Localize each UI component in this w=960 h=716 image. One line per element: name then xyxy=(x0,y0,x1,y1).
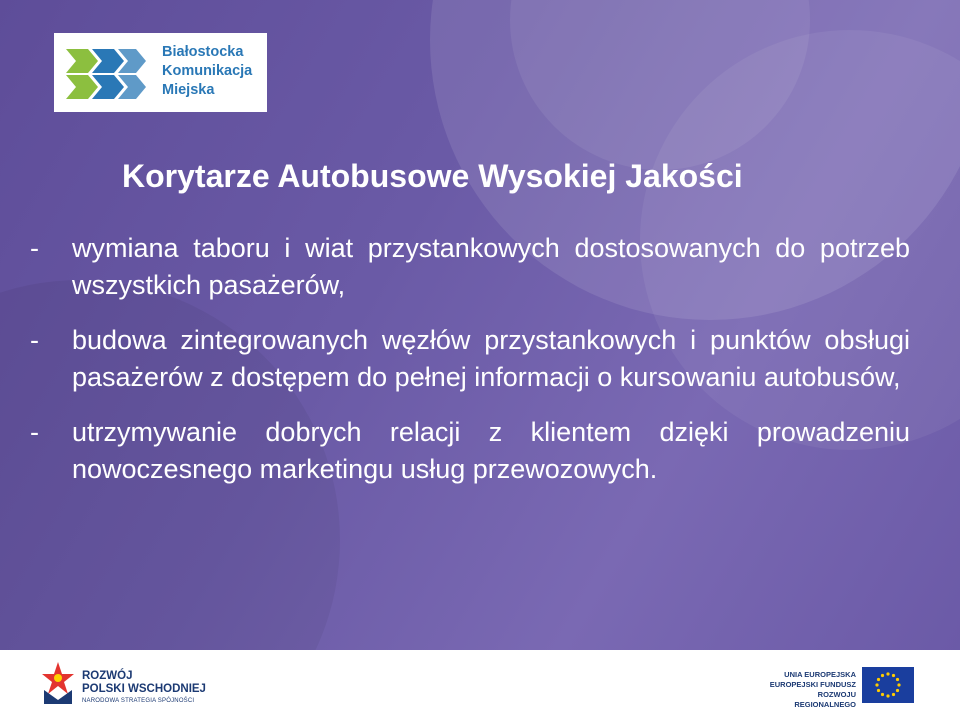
bkm-logo-line1: Białostocka xyxy=(162,44,244,60)
bullet-dash: - xyxy=(30,233,39,263)
bullet-item xyxy=(30,322,910,396)
eu-line3: ROZWOJU REGIONALNEGO xyxy=(794,690,856,709)
bullet-dash: - xyxy=(30,417,39,447)
eu-flag-icon xyxy=(862,667,914,703)
bullet-list xyxy=(30,230,910,506)
bkm-logo-line3: Miejska xyxy=(162,82,215,98)
bkm-logo-text xyxy=(162,43,252,100)
eu-line1: UNIA EUROPEJSKA xyxy=(784,670,856,679)
bullet-dash: - xyxy=(30,325,39,355)
eu-stars-icon xyxy=(862,667,914,703)
bullet-text: budowa zintegrowanych węzłów przystankowych i punktów obsługi pasażerów z dostępem do pełnej informacji o kursowaniu autobusów, xyxy=(72,325,910,392)
rpw-logo-text xyxy=(82,670,206,696)
rpw-logo-icon xyxy=(40,660,76,706)
bkm-logo-icon xyxy=(62,43,154,103)
footer-logos xyxy=(0,650,960,716)
bkm-logo xyxy=(54,33,267,112)
bullet-text: wymiana taboru i wiat przystankowych dostosowanych do potrzeb wszystkich pasażerów, xyxy=(72,233,910,300)
rpw-line1: ROZWÓJ xyxy=(82,670,133,682)
rpw-subtitle: NARODOWA STRATEGIA SPÓJNOŚCI xyxy=(82,698,195,704)
bkm-logo-line2: Komunikacja xyxy=(162,63,253,79)
eu-logo-text xyxy=(760,670,856,710)
slide-title: Korytarze Autobusowe Wysokiej Jakości xyxy=(122,158,743,194)
bullet-item xyxy=(30,414,910,488)
eu-line2: EUROPEJSKI FUNDUSZ xyxy=(769,680,856,689)
bullet-text: utrzymywanie dobrych relacji z klientem dzięki prowadzeniu nowoczesnego marketingu usług przewozowych. xyxy=(72,417,910,484)
bullet-item xyxy=(30,230,910,304)
rpw-line2: POLSKI WSCHODNIEJ xyxy=(82,683,206,695)
